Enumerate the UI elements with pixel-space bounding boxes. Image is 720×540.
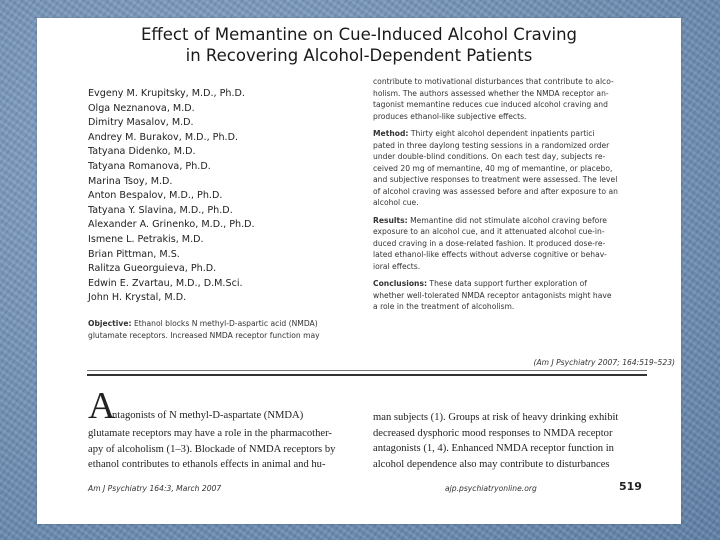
journal-page: [37, 18, 681, 524]
title-line-2: in Recovering Alcohol-Dependent Patients: [185, 46, 533, 65]
body-line: man subjects (1). Groups at risk of heavy drinking exhibit: [373, 412, 619, 423]
author: Alexander A. Grinenko, M.D., Ph.D.: [88, 219, 255, 231]
author: Ralitza Gueorguieva, Ph.D.: [88, 263, 217, 275]
abstract-intro: [373, 76, 673, 122]
abstract-line: Thirty eight alcohol dependent inpatients partici: [408, 129, 595, 138]
objective-text: glutamate receptors. Increased NMDA receptor function may: [88, 330, 320, 340]
author: Olga Neznanova, M.D.: [88, 102, 195, 114]
divider: [87, 374, 647, 376]
body-line: alcohol dependence also may contribute to disturbances: [373, 458, 610, 470]
abstract-line: holism. The authors assessed whether the NMDA receptor an-: [373, 88, 609, 98]
abstract-method: [373, 128, 673, 209]
body-line: ethanol contributes to ethanols effects in animal and hu-: [88, 459, 326, 471]
method-heading: Method:: [373, 129, 409, 138]
author: Brian Pittman, M.S.: [88, 248, 180, 260]
journal-citation: (Am J Psychiatry 2007; 164:519–523): [533, 358, 675, 367]
body-right-column: [373, 410, 678, 472]
body-line: decreased dysphoric mood responses to NMDA receptor: [373, 427, 613, 439]
page-number: 519: [619, 480, 642, 493]
title-line-1: Effect of Memantine on Cue-Induced Alcohol Craving: [140, 25, 577, 44]
abstract-results: [373, 215, 673, 273]
abstract-line: exposure to an alcohol cue, and it attenuated alcohol cue-in-: [373, 227, 605, 236]
author: Edwin E. Zvartau, M.D., D.M.Sci.: [88, 277, 243, 289]
author: Marina Tsoy, M.D.: [88, 175, 173, 187]
author: Tatyana Y. Slavina, M.D., Ph.D.: [88, 204, 233, 216]
results-heading: Results:: [373, 215, 408, 225]
abstract-line: alcohol cue.: [373, 198, 419, 207]
abstract-conclusions: [373, 278, 673, 313]
author: Tatyana Didenko, M.D.: [88, 146, 196, 158]
abstract-line: ceived 20 mg of memantine, 40 mg of memantine, or placebo,: [373, 163, 613, 173]
abstract-line: Memantine did not stimulate alcohol craving before: [407, 215, 607, 225]
abstract-line: ioral effects.: [373, 261, 421, 271]
objective-text: Ethanol blocks N methyl-D-aspartic acid (NMDA): [131, 319, 318, 328]
article-title: [37, 24, 681, 66]
abstract-line: lated ethanol-like effects without adverse cognitive or behav-: [373, 250, 607, 259]
abstract-line: These data support further exploration of: [427, 279, 587, 288]
divider: [87, 370, 647, 371]
author: Evgeny M. Krupitsky, M.D., Ph.D.: [88, 88, 245, 99]
author: Ismene L. Petrakis, M.D.: [88, 233, 204, 245]
abstract-objective: [88, 318, 400, 341]
abstract-right-column: [373, 76, 673, 319]
abstract-line: tagonist memantine reduces cue induced alcohol craving and: [373, 100, 608, 109]
conclusions-heading: Conclusions:: [373, 279, 428, 288]
abstract-line: contribute to motivational disturbances that contribute to alco-: [373, 77, 614, 86]
body-line: apy of alcoholism (1–3). Blockade of NMDA receptors by: [88, 443, 336, 455]
abstract-line: duced craving in a dose-related fashion. It produced dose-re-: [373, 238, 606, 248]
body-line: glutamate receptors may have a role in the pharmacother-: [88, 428, 332, 439]
footer-site: ajp.psychiatryonline.org: [445, 484, 537, 493]
author-list: [88, 87, 255, 306]
abstract-line: produces ethanol-like subjective effects.: [373, 111, 527, 121]
author: Anton Bespalov, M.D., Ph.D.: [88, 190, 223, 202]
abstract-line: pated in three daylong testing sessions in a randomized order: [373, 140, 610, 150]
abstract-line: and subjective responses to treatment were assessed. The level: [373, 175, 618, 184]
body-line: antagonists (1, 4). Enhanced NMDA receptor function in: [373, 443, 614, 455]
author: John H. Krystal, M.D.: [88, 292, 187, 304]
abstract-line: whether well-tolerated NMDA receptor antagonists might have: [373, 290, 612, 300]
abstract-line: a role in the treatment of alcoholism.: [373, 302, 515, 311]
abstract-line: of alcohol craving was assessed before and after exposure to an: [373, 186, 618, 196]
abstract-line: under double-blind conditions. On each test day, subjects re-: [373, 152, 606, 161]
objective-heading: Objective:: [88, 319, 132, 328]
drop-cap: A: [88, 385, 116, 427]
author: Tatyana Romanova, Ph.D.: [88, 160, 211, 172]
author: Andrey M. Burakov, M.D., Ph.D.: [88, 131, 239, 143]
author: Dimitry Masalov, M.D.: [88, 117, 194, 129]
body-left-column: [88, 426, 388, 473]
body-first-line: ntagonists of N methyl-D-aspartate (NMDA): [112, 410, 304, 421]
footer-journal: Am J Psychiatry 164:3, March 2007: [88, 484, 222, 493]
